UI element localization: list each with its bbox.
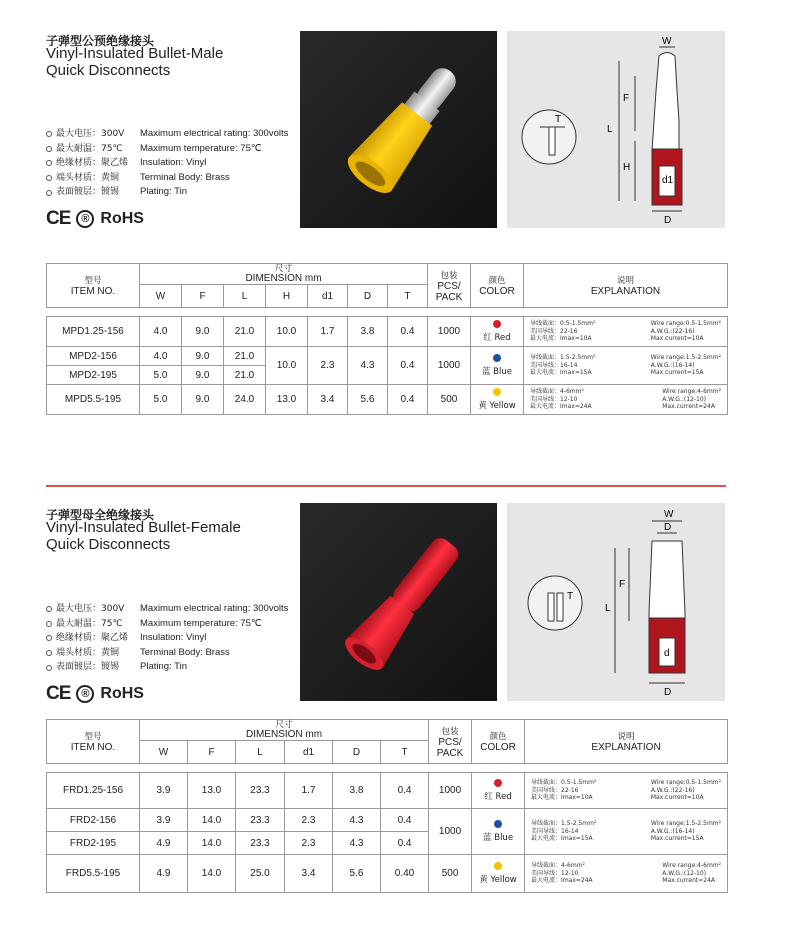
col-header-d1: d1 — [285, 741, 333, 764]
spec-cn: 端头材质：黄铜 — [56, 647, 120, 658]
female-title-cn: 子弹型母全绝缘接头 — [46, 508, 155, 522]
drawing-label-d1: d1 — [662, 175, 674, 186]
male-title-en — [46, 45, 223, 79]
cell-f: 14.0 — [188, 855, 236, 893]
col-header-d: D — [348, 285, 388, 308]
cell-l: 23.3 — [236, 832, 285, 855]
cell-explanation: 导线截面：1.5-2.5mm² 美国导线：16-14 最大电流：Imax=15A Wire range:1.5-2.5mm² A.W.G.:(16-14) Max.current=15A — [524, 347, 728, 385]
yellow-dot-icon — [493, 388, 501, 396]
male-title-en-line2: Quick Disconnects — [46, 62, 171, 79]
cell-w: 5.0 — [140, 385, 182, 415]
drawing-label-l: L — [607, 124, 613, 135]
spec-en: Maximum electrical rating: 300volts — [140, 128, 289, 139]
cell-item: FRD1.25-156 — [47, 773, 140, 809]
cell-item: MPD2-195 — [47, 366, 140, 385]
spec-cn: 最大电压：300V — [56, 604, 125, 614]
drawing-label-d: D — [664, 215, 672, 226]
col-header-pack: 包装 PCS/ PACK — [428, 264, 471, 308]
col-header-f: F — [188, 741, 236, 764]
cell-t: 0.4 — [388, 385, 428, 415]
male-cert-logos — [46, 208, 144, 230]
col-header-w: W — [140, 741, 188, 764]
drawing-label-f: F — [623, 93, 630, 104]
spec-cn: 最大耐温：75℃ — [56, 618, 123, 629]
spec-row — [46, 646, 288, 661]
cell-color: 蓝 Blue — [472, 809, 525, 855]
spec-en: Maximum temperature: 75℃ — [140, 617, 262, 629]
cell-w: 5.0 — [140, 366, 182, 385]
col-header-explanation: 说明 EXPLANATION — [524, 264, 728, 308]
cell-d: 4.3 — [348, 347, 388, 385]
female-title-en-line1: Vinyl-Insulated Bullet-Female — [46, 519, 241, 536]
cell-w: 4.9 — [140, 855, 188, 893]
cell-l: 23.3 — [236, 809, 285, 832]
cell-l: 21.0 — [224, 366, 266, 385]
cell-d: 4.3 — [333, 832, 381, 855]
spec-en: Maximum electrical rating: 300volts — [140, 603, 289, 614]
cell-w: 4.0 — [140, 347, 182, 366]
drawing-label-t: T — [555, 114, 562, 125]
cell-color: 黄 Yellow — [471, 385, 524, 415]
bullet-icon — [46, 650, 52, 656]
drawing-label-d1: d — [664, 648, 670, 659]
cell-w: 3.9 — [140, 809, 188, 832]
cell-h: 13.0 — [266, 385, 308, 415]
cqc-logo: ® — [76, 685, 94, 703]
col-header-color: 颜色 COLOR — [471, 264, 524, 308]
cell-f: 9.0 — [182, 347, 224, 366]
spec-en: Insulation: Vinyl — [140, 157, 207, 169]
male-connector-photo — [300, 31, 497, 228]
cqc-logo: ® — [76, 210, 94, 228]
drawing-label-t: T — [567, 591, 574, 602]
cell-t: 0.40 — [381, 855, 429, 893]
cell-d1: 2.3 — [285, 809, 333, 832]
cell-item: MPD2-156 — [47, 347, 140, 366]
spec-en: Terminal Body: Brass — [140, 646, 230, 658]
cell-d: 5.6 — [333, 855, 381, 893]
spec-cn: 绝缘材质：聚乙烯 — [56, 633, 129, 644]
cell-f: 14.0 — [188, 832, 236, 855]
yellow-dot-icon — [494, 862, 502, 870]
bullet-icon — [46, 635, 52, 641]
cell-l: 24.0 — [224, 385, 266, 415]
cell-w: 4.9 — [140, 832, 188, 855]
cell-d1: 1.7 — [285, 773, 333, 809]
cell-pack: 500 — [428, 385, 471, 415]
cell-item: FRD2-195 — [47, 832, 140, 855]
cell-d1: 2.3 — [285, 832, 333, 855]
male-spec-list — [46, 127, 288, 200]
cell-color: 蓝 Blue — [471, 347, 524, 385]
spec-row — [46, 660, 288, 675]
male-dimension-drawing — [507, 31, 725, 228]
col-header-d: D — [333, 741, 381, 764]
table-row — [47, 347, 728, 366]
cell-d: 5.6 — [348, 385, 388, 415]
table-row — [47, 809, 728, 832]
cell-d: 3.8 — [348, 317, 388, 347]
cell-d: 4.3 — [333, 809, 381, 832]
cell-l: 21.0 — [224, 347, 266, 366]
cell-d1: 1.7 — [308, 317, 348, 347]
col-header-h: H — [266, 285, 308, 308]
spec-en: Plating: Tin — [140, 661, 187, 673]
female-spec-table — [46, 719, 728, 893]
cell-explanation: 导线截面：1.5-2.5mm² 美国导线：16-14 最大电流：Imax=15A Wire range:1.5-2.5mm² A.W.G.:(16-14) Max.current=15A — [525, 809, 728, 855]
cell-pack: 1000 — [428, 317, 471, 347]
cell-l: 23.3 — [236, 773, 285, 809]
col-header-dimension: 尺寸 DIMENSION mm — [140, 264, 428, 285]
cell-d1: 2.3 — [308, 347, 348, 385]
spec-row — [46, 127, 288, 142]
col-header-color: 颜色 COLOR — [472, 720, 525, 764]
cell-t: 0.4 — [381, 809, 429, 832]
cell-f: 9.0 — [182, 317, 224, 347]
bullet-icon — [46, 131, 52, 137]
cell-t: 0.4 — [388, 347, 428, 385]
blue-dot-icon — [493, 354, 501, 362]
female-spec-list — [46, 602, 288, 675]
cell-h: 10.0 — [266, 347, 308, 385]
cell-f: 14.0 — [188, 809, 236, 832]
cell-l: 25.0 — [236, 855, 285, 893]
cell-t: 0.4 — [381, 773, 429, 809]
cell-d1: 3.4 — [285, 855, 333, 893]
cell-d1: 3.4 — [308, 385, 348, 415]
female-connector-photo — [300, 503, 497, 701]
red-dot-icon — [494, 779, 502, 787]
spec-cn: 端头材质：黄铜 — [56, 172, 120, 183]
spec-en: Insulation: Vinyl — [140, 632, 207, 644]
col-header-dimension: 尺寸 DIMENSION mm — [140, 720, 429, 741]
cell-color: 红 Red — [471, 317, 524, 347]
cell-f: 9.0 — [182, 366, 224, 385]
cell-d: 3.8 — [333, 773, 381, 809]
cell-item: FRD5.5-195 — [47, 855, 140, 893]
col-header-item: 型号 ITEM NO. — [47, 720, 140, 764]
rohs-logo: RoHS — [100, 685, 144, 702]
spec-cn: 最大电压：300V — [56, 129, 125, 139]
drawing-label-f: F — [619, 579, 626, 590]
cell-explanation: 导线截面：4-6mm² 美国导线：12-10 最大电流：Imax=24A Wire range:4-6mm² A.W.G.:(12-10) Max.current=24A — [525, 855, 728, 893]
spec-cn: 最大耐温：75℃ — [56, 143, 123, 154]
cell-f: 13.0 — [188, 773, 236, 809]
red-dot-icon — [493, 320, 501, 328]
table-row — [47, 317, 728, 347]
cell-w: 3.9 — [140, 773, 188, 809]
rohs-logo: RoHS — [100, 210, 144, 227]
col-header-t: T — [388, 285, 428, 308]
spec-row — [46, 602, 288, 617]
spec-cn: 表面镀层：镀锡 — [56, 662, 120, 673]
spec-row — [46, 185, 288, 200]
spec-row — [46, 631, 288, 646]
cell-explanation: 导线截面：0.5-1.5mm² 美国导线：22-16 最大电流：Imax=10A Wire range:0.5-1.5mm² A.W.G.:(22-16) Max.current=10A — [524, 317, 728, 347]
male-title-cn: 子弹型公预绝缘接头 — [46, 34, 155, 48]
spec-row — [46, 617, 288, 632]
drawing-label-h: H — [623, 162, 631, 173]
cell-color: 红 Red — [472, 773, 525, 809]
drawing-label-w: W — [664, 509, 674, 520]
drawing-label-dsmall: D — [664, 522, 672, 533]
bullet-icon — [46, 621, 52, 627]
bullet-icon — [46, 190, 52, 196]
ce-logo: CE — [46, 683, 71, 704]
cell-item: MPD1.25-156 — [47, 317, 140, 347]
female-dimension-drawing — [507, 503, 725, 701]
drawing-label-l: L — [605, 603, 611, 614]
cell-color: 黄 Yellow — [472, 855, 525, 893]
spec-cn: 绝缘材质：聚乙烯 — [56, 158, 129, 169]
cell-l: 21.0 — [224, 317, 266, 347]
table-row — [47, 855, 728, 893]
cell-f: 9.0 — [182, 385, 224, 415]
male-spec-table — [46, 263, 728, 415]
table-row — [47, 773, 728, 809]
cell-t: 0.4 — [381, 832, 429, 855]
spec-row — [46, 171, 288, 186]
cell-t: 0.4 — [388, 317, 428, 347]
cell-h: 10.0 — [266, 317, 308, 347]
cell-w: 4.0 — [140, 317, 182, 347]
spec-row — [46, 156, 288, 171]
cell-pack: 500 — [429, 855, 472, 893]
bullet-icon — [46, 160, 52, 166]
female-title-en — [46, 519, 241, 553]
drawing-label-w: W — [662, 36, 672, 47]
cell-explanation: 导线截面：0.5-1.5mm² 美国导线：22-16 最大电流：Imax=10A Wire range:0.5-1.5mm² A.W.G.:(22-16) Max.current=10A — [525, 773, 728, 809]
spec-en: Terminal Body: Brass — [140, 171, 230, 183]
col-header-explanation: 说明 EXPLANATION — [525, 720, 728, 764]
cell-item: MPD5.5-195 — [47, 385, 140, 415]
spec-en: Plating: Tin — [140, 186, 187, 198]
bullet-icon — [46, 175, 52, 181]
ce-logo: CE — [46, 208, 71, 229]
bullet-icon — [46, 146, 52, 152]
cell-item: FRD2-156 — [47, 809, 140, 832]
cell-explanation: 导线截面：4-6mm² 美国导线：12-10 最大电流：Imax=24A Wire range:4-6mm² A.W.G.:(12-10) Max.current=24A — [524, 385, 728, 415]
col-header-f: F — [182, 285, 224, 308]
blue-dot-icon — [494, 820, 502, 828]
male-title-en-line1: Vinyl-Insulated Bullet-Male — [46, 45, 224, 62]
cell-pack: 1000 — [428, 347, 471, 385]
female-cert-logos — [46, 683, 144, 705]
drawing-label-d: D — [664, 687, 672, 698]
spec-cn: 表面镀层：镀锡 — [56, 187, 120, 198]
spec-en: Maximum temperature: 75℃ — [140, 142, 262, 154]
col-header-l: L — [224, 285, 266, 308]
section-divider — [46, 485, 726, 487]
col-header-pack: 包装 PCS/ PACK — [429, 720, 472, 764]
spec-row — [46, 142, 288, 157]
col-header-w: W — [140, 285, 182, 308]
col-header-d1: d1 — [308, 285, 348, 308]
female-title-en-line2: Quick Disconnects — [46, 536, 171, 553]
col-header-t: T — [381, 741, 429, 764]
cell-pack: 1000 — [429, 773, 472, 809]
bullet-icon — [46, 665, 52, 671]
cell-pack: 1000 — [429, 809, 472, 855]
table-row — [47, 385, 728, 415]
bullet-icon — [46, 606, 52, 612]
col-header-l: L — [236, 741, 285, 764]
col-header-item: 型号 ITEM NO. — [47, 264, 140, 308]
